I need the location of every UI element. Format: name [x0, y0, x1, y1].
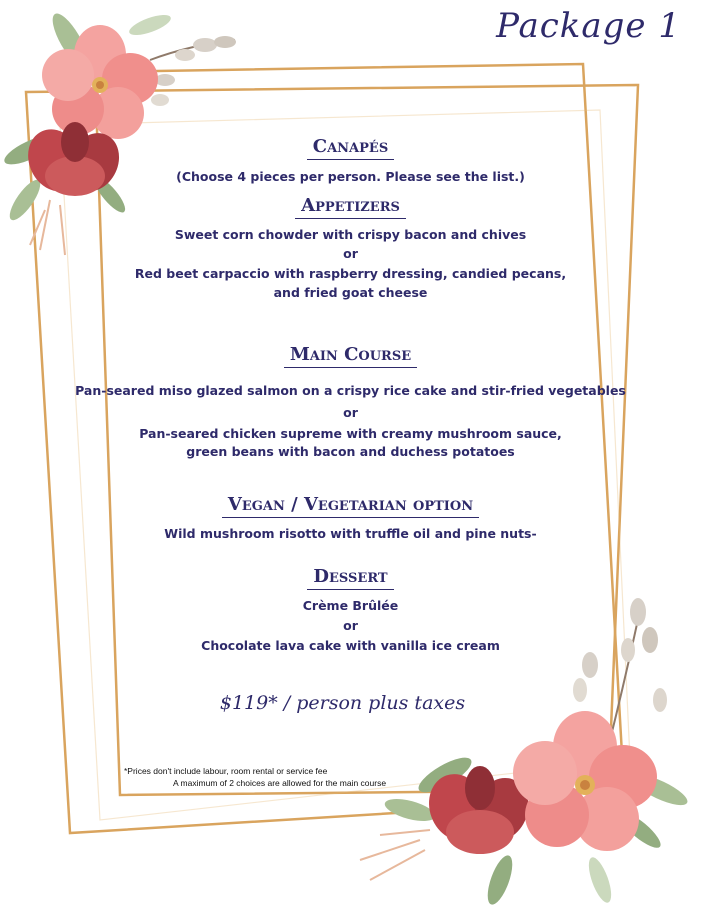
vegan-heading-text: Vegan / Vegetarian option	[222, 494, 479, 518]
dessert-option-2: Chocolate lava cake with vanilla ice cream	[201, 638, 500, 653]
main-option-2-line-1: Pan-seared chicken supreme with creamy mushroom sauce,	[139, 426, 562, 441]
appetizer-or: or	[343, 246, 358, 261]
appetizers-heading-text: Appetizers	[295, 195, 406, 219]
dessert-heading	[0, 566, 701, 590]
main-course-heading-text: Main Course	[284, 344, 417, 368]
dessert-heading-text: Dessert	[307, 566, 393, 590]
dessert-or: or	[343, 618, 358, 633]
package-title: Package 1	[496, 6, 681, 46]
canapes-heading	[0, 136, 701, 160]
appetizer-option-1: Sweet corn chowder with crispy bacon and chives	[174, 227, 527, 242]
appetizer-option-2-line-1: Red beet carpaccio with raspberry dressing, candied pecans,	[134, 266, 567, 281]
price-text: $119* / person plus taxes	[219, 692, 466, 714]
vegan-option: Wild mushroom risotto with truffle oil and pine nuts-	[164, 526, 537, 541]
main-or: or	[343, 405, 358, 420]
vegan-heading	[0, 494, 701, 518]
main-option-1: Pan-seared miso glazed salmon on a crispy rice cake and stir-fried vegetables	[75, 383, 626, 398]
appetizer-option-2-line-2: and fried goat cheese	[273, 285, 428, 300]
price-line	[0, 692, 701, 714]
dessert-option-1: Crème Brûlée	[302, 598, 399, 613]
appetizers-heading	[0, 195, 701, 219]
choice-footnote: A maximum of 2 choices are allowed for the main course	[173, 778, 387, 788]
canapes-line: (Choose 4 pieces per person. Please see the list.)	[176, 169, 525, 184]
price-footnote: *Prices don't include labour, room rental or service fee	[124, 766, 328, 776]
main-option-2-line-2: green beans with bacon and duchess potatoes	[186, 444, 515, 459]
canapes-heading-text: Canapés	[307, 136, 394, 160]
main-course-heading	[0, 344, 701, 368]
